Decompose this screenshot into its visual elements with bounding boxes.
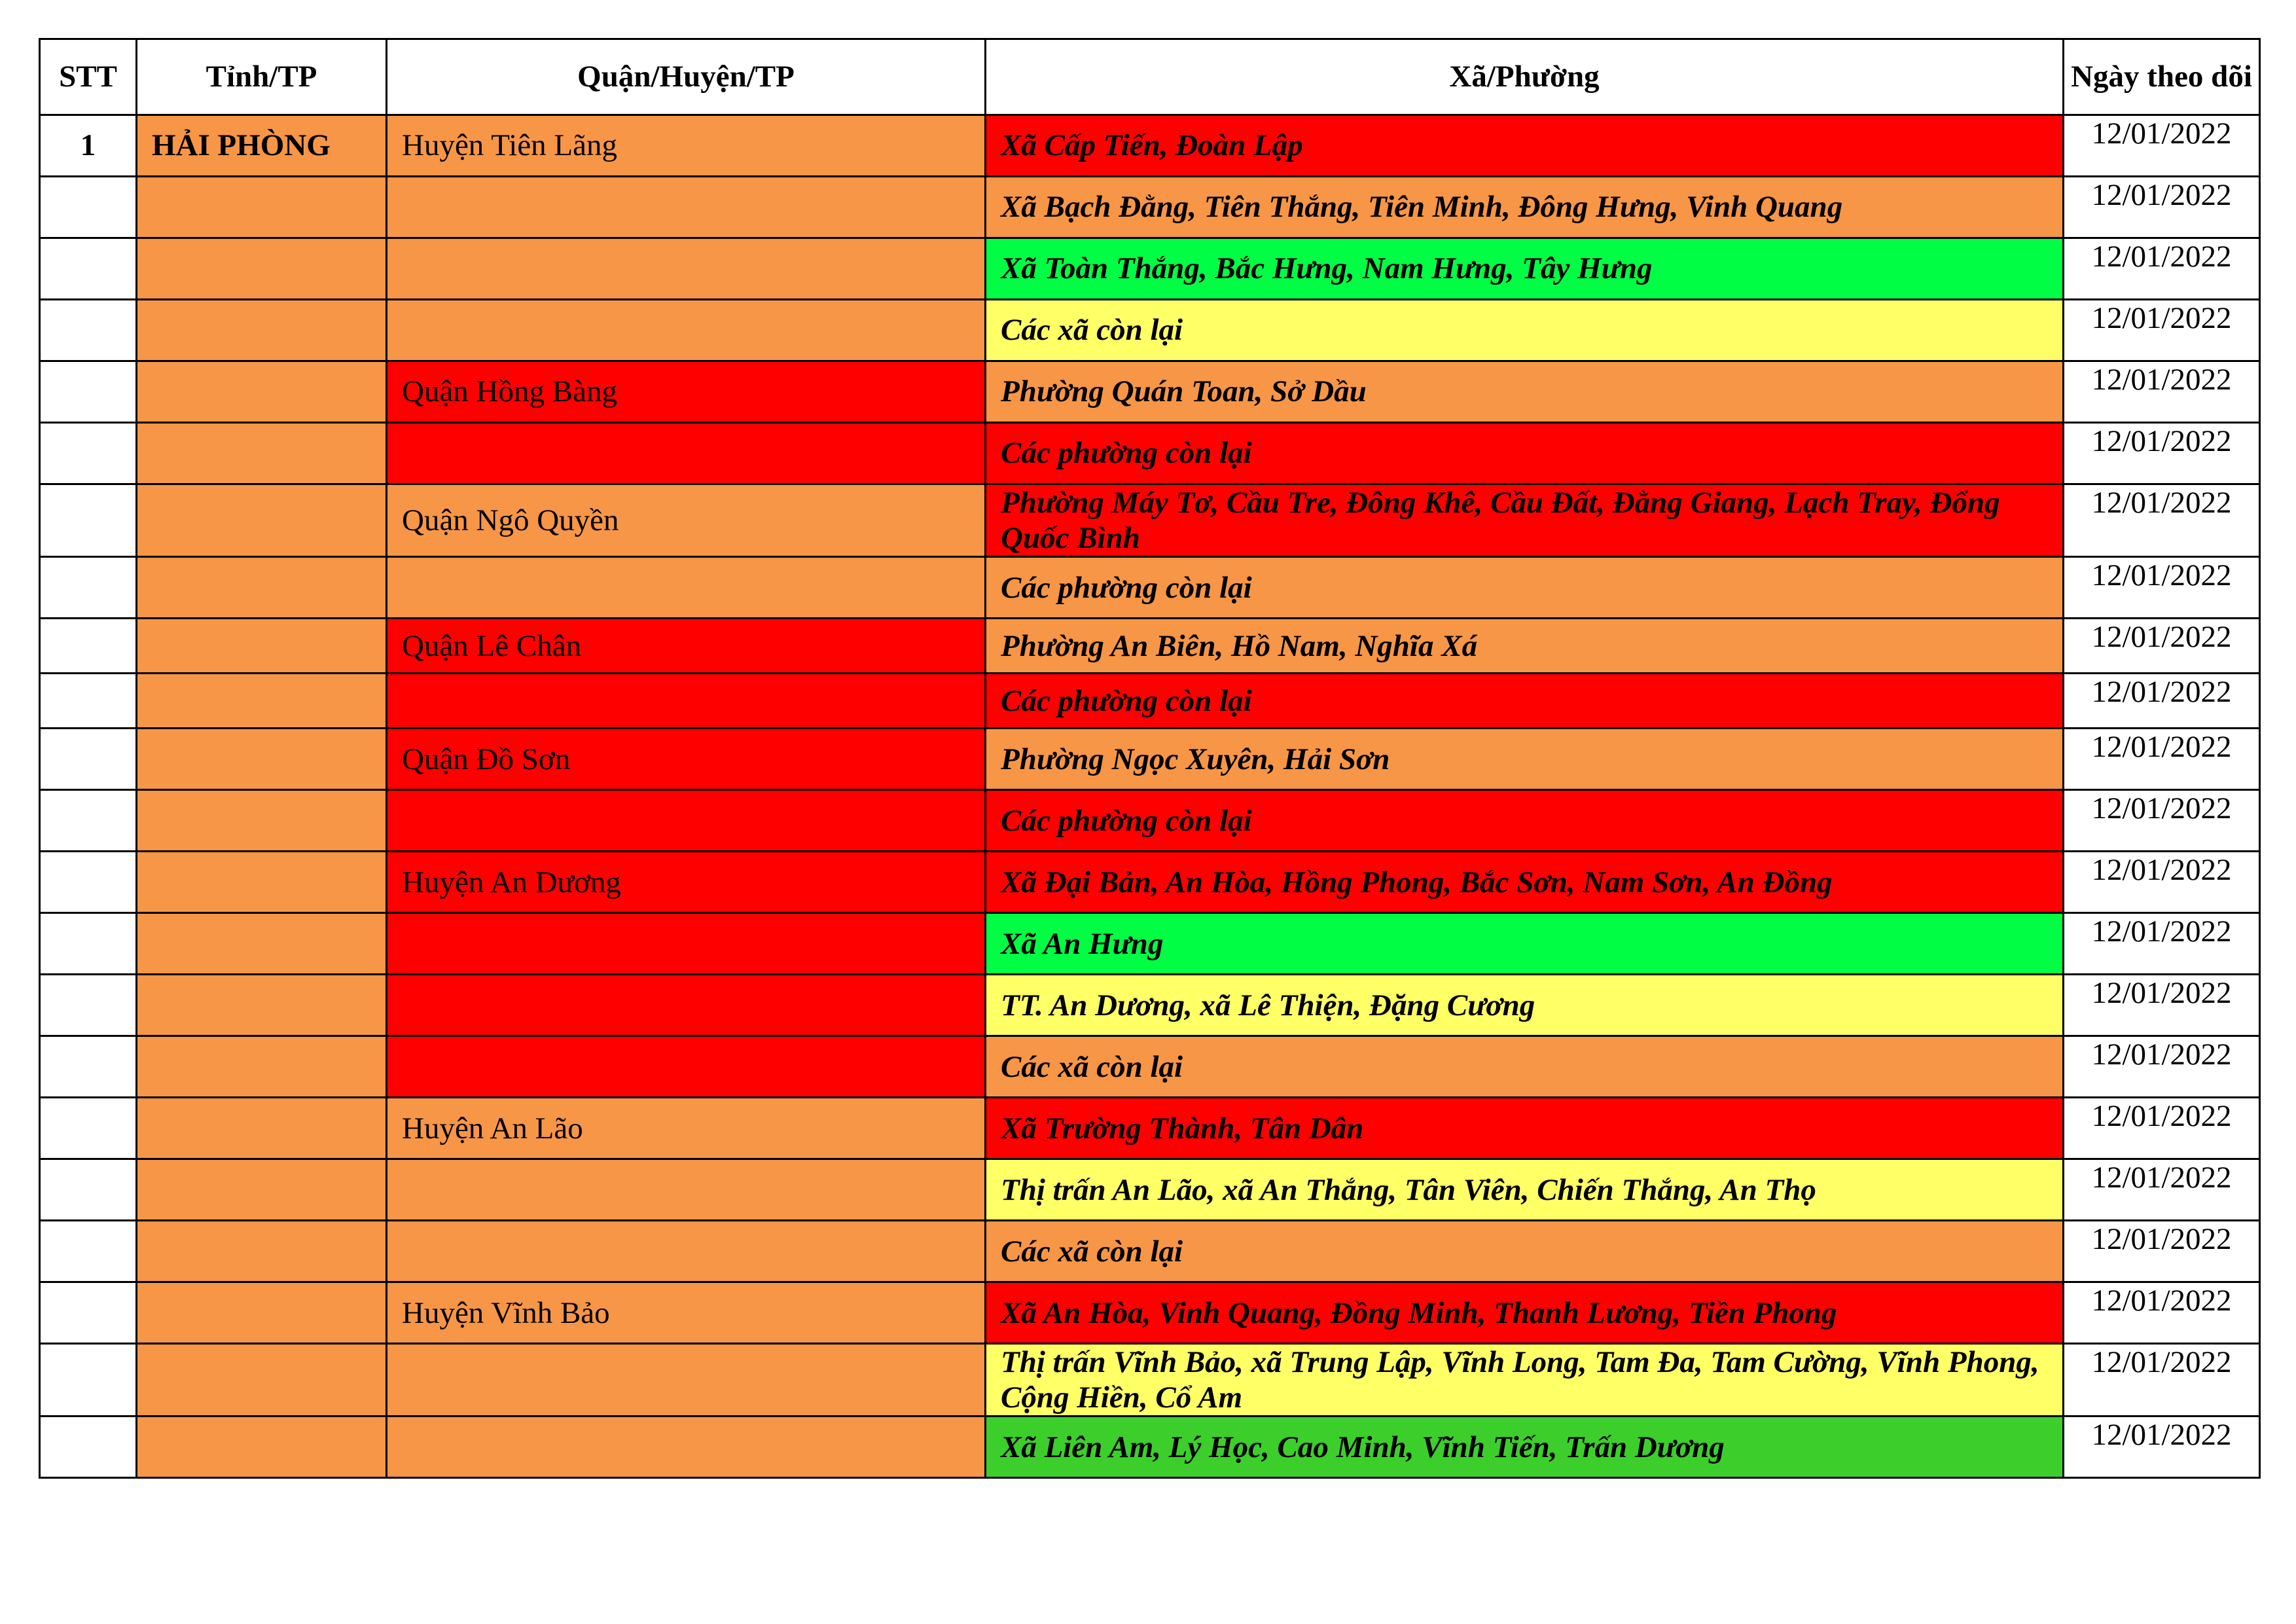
- table-row: [40, 1036, 2260, 1098]
- ward-cell: Các phường còn lại: [986, 423, 2064, 484]
- ward-cell: Các xã còn lại: [986, 300, 2064, 361]
- district-cell: Huyện Vĩnh Bảo: [387, 1282, 986, 1344]
- province-cell: [137, 1036, 387, 1098]
- province-cell: HẢI PHÒNG: [137, 115, 387, 177]
- ward-cell: Xã Toàn Thắng, Bắc Hưng, Nam Hưng, Tây Hưng: [986, 238, 2064, 300]
- stt-cell: [40, 238, 137, 300]
- province-cell: [137, 790, 387, 852]
- stt-cell: [40, 674, 137, 729]
- header-ward: Xã/Phường: [986, 39, 2064, 115]
- ward-cell: Xã Trường Thành, Tân Dân: [986, 1098, 2064, 1159]
- date-cell: 12/01/2022: [2064, 177, 2260, 238]
- ward-cell: Phường An Biên, Hồ Nam, Nghĩa Xá: [986, 619, 2064, 674]
- stt-cell: 1: [40, 115, 137, 177]
- ward-cell: Xã Bạch Đằng, Tiên Thắng, Tiên Minh, Đông Hưng, Vinh Quang: [986, 177, 2064, 238]
- stt-cell: [40, 852, 137, 913]
- province-cell: [137, 484, 387, 557]
- table-row: [40, 115, 2260, 177]
- table-row: [40, 1282, 2260, 1344]
- ward-cell: Xã An Hòa, Vinh Quang, Đồng Minh, Thanh Lương, Tiền Phong: [986, 1282, 2064, 1344]
- table-row: [40, 674, 2260, 729]
- district-cell: [387, 1036, 986, 1098]
- header-district: Quận/Huyện/TP: [387, 39, 986, 115]
- ward-cell: Các phường còn lại: [986, 674, 2064, 729]
- province-cell: [137, 1159, 387, 1221]
- table-row: [40, 557, 2260, 619]
- stt-cell: [40, 484, 137, 557]
- date-cell: 12/01/2022: [2064, 1098, 2260, 1159]
- table-row: [40, 300, 2260, 361]
- date-cell: 12/01/2022: [2064, 975, 2260, 1036]
- ward-cell: Thị trấn Vĩnh Bảo, xã Trung Lập, Vĩnh Long, Tam Đa, Tam Cường, Vĩnh Phong, Cộng Hiền, Cổ Am: [986, 1344, 2064, 1416]
- date-cell: 12/01/2022: [2064, 1416, 2260, 1478]
- province-cell: [137, 975, 387, 1036]
- date-cell: 12/01/2022: [2064, 423, 2260, 484]
- table-row: [40, 361, 2260, 423]
- table-row: [40, 1416, 2260, 1478]
- header-row: [40, 39, 2260, 115]
- district-cell: Quận Hồng Bàng: [387, 361, 986, 423]
- province-cell: [137, 1344, 387, 1416]
- province-cell: [137, 557, 387, 619]
- ward-cell: Phường Ngọc Xuyên, Hải Sơn: [986, 729, 2064, 790]
- district-cell: Huyện An Lão: [387, 1098, 986, 1159]
- stt-cell: [40, 1282, 137, 1344]
- province-cell: [137, 1221, 387, 1282]
- province-cell: [137, 913, 387, 975]
- table-row: [40, 177, 2260, 238]
- date-cell: 12/01/2022: [2064, 115, 2260, 177]
- stt-cell: [40, 1036, 137, 1098]
- stt-cell: [40, 423, 137, 484]
- header-province: Tỉnh/TP: [137, 39, 387, 115]
- province-cell: [137, 1282, 387, 1344]
- date-cell: 12/01/2022: [2064, 1036, 2260, 1098]
- province-cell: [137, 619, 387, 674]
- table-row: [40, 1159, 2260, 1221]
- stt-cell: [40, 177, 137, 238]
- district-cell: [387, 177, 986, 238]
- stt-cell: [40, 1344, 137, 1416]
- table-row: [40, 852, 2260, 913]
- district-cell: [387, 1416, 986, 1478]
- ward-cell: Các phường còn lại: [986, 557, 2064, 619]
- table-row: [40, 238, 2260, 300]
- stt-cell: [40, 361, 137, 423]
- district-cell: [387, 1159, 986, 1221]
- district-cell: [387, 1344, 986, 1416]
- ward-cell: Thị trấn An Lão, xã An Thắng, Tân Viên, Chiến Thắng, An Thọ: [986, 1159, 2064, 1221]
- date-cell: 12/01/2022: [2064, 729, 2260, 790]
- stt-cell: [40, 790, 137, 852]
- table-row: [40, 975, 2260, 1036]
- district-cell: [387, 790, 986, 852]
- ward-cell: TT. An Dương, xã Lê Thiện, Đặng Cương: [986, 975, 2064, 1036]
- table-body: [40, 115, 2260, 1478]
- ward-cell: Xã Cấp Tiến, Đoàn Lập: [986, 115, 2064, 177]
- stt-cell: [40, 1221, 137, 1282]
- province-cell: [137, 361, 387, 423]
- date-cell: 12/01/2022: [2064, 484, 2260, 557]
- stt-cell: [40, 300, 137, 361]
- table-row: [40, 423, 2260, 484]
- date-cell: 12/01/2022: [2064, 238, 2260, 300]
- table-row: [40, 1221, 2260, 1282]
- province-cell: [137, 423, 387, 484]
- date-cell: 12/01/2022: [2064, 557, 2260, 619]
- ward-cell: Các phường còn lại: [986, 790, 2064, 852]
- district-cell: Huyện Tiên Lãng: [387, 115, 986, 177]
- ward-cell: Xã Liên Am, Lý Học, Cao Minh, Vĩnh Tiến, Trấn Dương: [986, 1416, 2064, 1478]
- province-cell: [137, 300, 387, 361]
- date-cell: 12/01/2022: [2064, 790, 2260, 852]
- stt-cell: [40, 1098, 137, 1159]
- province-cell: [137, 177, 387, 238]
- district-cell: [387, 975, 986, 1036]
- date-cell: 12/01/2022: [2064, 913, 2260, 975]
- table-row: [40, 619, 2260, 674]
- header-date: Ngày theo dõi: [2064, 39, 2260, 115]
- province-cell: [137, 852, 387, 913]
- stt-cell: [40, 913, 137, 975]
- date-cell: 12/01/2022: [2064, 1221, 2260, 1282]
- ward-cell: Các xã còn lại: [986, 1221, 2064, 1282]
- date-cell: 12/01/2022: [2064, 1282, 2260, 1344]
- district-cell: Quận Lê Chân: [387, 619, 986, 674]
- district-cell: [387, 238, 986, 300]
- header-stt: STT: [40, 39, 137, 115]
- ward-cell: Phường Máy Tơ, Cầu Tre, Đông Khê, Cầu Đất, Đằng Giang, Lạch Tray, Đổng Quốc Bình: [986, 484, 2064, 557]
- date-cell: 12/01/2022: [2064, 1159, 2260, 1221]
- district-cell: [387, 674, 986, 729]
- date-cell: 12/01/2022: [2064, 1344, 2260, 1416]
- stt-cell: [40, 975, 137, 1036]
- province-cell: [137, 674, 387, 729]
- district-cell: [387, 1221, 986, 1282]
- date-cell: 12/01/2022: [2064, 619, 2260, 674]
- district-cell: Quận Đồ Sơn: [387, 729, 986, 790]
- date-cell: 12/01/2022: [2064, 852, 2260, 913]
- date-cell: 12/01/2022: [2064, 361, 2260, 423]
- stt-cell: [40, 1159, 137, 1221]
- ward-cell: Phường Quán Toan, Sở Dầu: [986, 361, 2064, 423]
- table-row: [40, 484, 2260, 557]
- zone-table: [39, 38, 2261, 1479]
- district-cell: [387, 300, 986, 361]
- stt-cell: [40, 729, 137, 790]
- province-cell: [137, 1416, 387, 1478]
- district-cell: Quận Ngô Quyền: [387, 484, 986, 557]
- district-cell: [387, 423, 986, 484]
- ward-cell: Xã Đại Bản, An Hòa, Hồng Phong, Bắc Sơn, Nam Sơn, An Đồng: [986, 852, 2064, 913]
- stt-cell: [40, 619, 137, 674]
- date-cell: 12/01/2022: [2064, 300, 2260, 361]
- ward-cell: Các xã còn lại: [986, 1036, 2064, 1098]
- table-row: [40, 1098, 2260, 1159]
- district-cell: Huyện An Dương: [387, 852, 986, 913]
- province-cell: [137, 729, 387, 790]
- ward-cell: Xã An Hưng: [986, 913, 2064, 975]
- table-row: [40, 729, 2260, 790]
- date-cell: 12/01/2022: [2064, 674, 2260, 729]
- table-row: [40, 913, 2260, 975]
- stt-cell: [40, 557, 137, 619]
- table-row: [40, 1344, 2260, 1416]
- province-cell: [137, 238, 387, 300]
- table-row: [40, 790, 2260, 852]
- stt-cell: [40, 1416, 137, 1478]
- province-cell: [137, 1098, 387, 1159]
- district-cell: [387, 557, 986, 619]
- district-cell: [387, 913, 986, 975]
